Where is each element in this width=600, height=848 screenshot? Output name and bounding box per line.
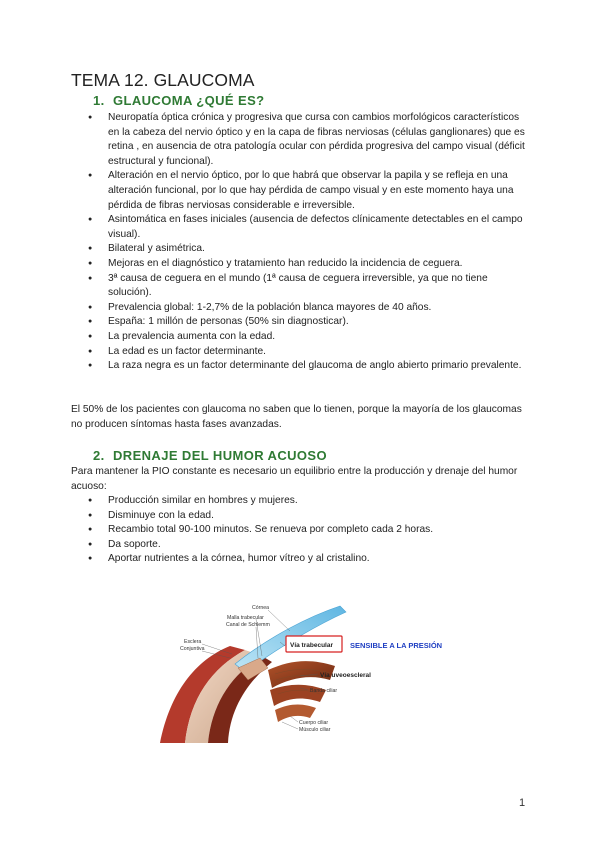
list-item: ● Recambio total 90-100 minutos. Se renueva por completo cada 2 horas. [88, 523, 528, 538]
label-musculo-ciliar: Músculo ciliar [299, 727, 331, 733]
label-esclera: Esclera [184, 639, 202, 645]
page-number: 1 [519, 797, 526, 809]
label-cuerpo-ciliar: Cuerpo ciliar [299, 720, 329, 726]
section-title-2: DRENAJE DEL HUMOR ACUOSO [113, 448, 328, 463]
section-number-1: 1. [93, 93, 105, 108]
label-malla-trabecular: Malla trabecular [227, 615, 264, 621]
list-item: ● Producción similar en hombres y mujeres. [88, 494, 528, 509]
aqueous-drainage-figure [150, 598, 460, 743]
list-item: ● Da soporte. [88, 538, 528, 553]
section-2-bullet-list [88, 494, 528, 567]
label-via-trabecular: Vía trabecular [290, 642, 333, 649]
list-item: ● La raza negra es un factor determinante del glaucoma de anglo abierto primario prevalente. [88, 359, 528, 374]
page-title: TEMA 12. GLAUCOMA [71, 70, 255, 90]
list-item: ● Asintomática en fases iniciales (ausencia de defectos clínicamente detectables en el campo visual). [88, 213, 528, 242]
list-item: ● La prevalencia aumenta con la edad. [88, 330, 528, 345]
list-item: ● Bilateral y asimétrica. [88, 242, 528, 257]
section-title-1: GLAUCOMA ¿QUÉ ES? [113, 93, 265, 108]
list-item: ● Mejoras en el diagnóstico y tratamiento han reducido la incidencia de ceguera. [88, 257, 528, 272]
section-heading-1 [93, 93, 264, 108]
list-item: ● España: 1 millón de personas (50% sin diagnosticar). [88, 315, 528, 330]
list-item: ● Disminuye con la edad. [88, 509, 528, 524]
section-number-2: 2. [93, 448, 105, 463]
label-canal-schlemm: Canal de Schlemm [226, 622, 270, 628]
section-heading-2 [93, 448, 327, 463]
label-cornea: Córnea [252, 605, 270, 611]
section-1-bullet-list [88, 111, 528, 374]
label-banda-ciliar: Banda ciliar [310, 688, 338, 694]
list-item: ● Aportar nutrientes a la córnea, humor vítreo y al cristalino. [88, 552, 528, 567]
glaucoma-note-paragraph: El 50% de los pacientes con glaucoma no saben que lo tienen, porque la mayoría de los glaucomas no producen síntomas hasta fases avanzadas. [71, 404, 522, 430]
list-item: ● Neuropatía óptica crónica y progresiva que cursa con cambios morfológicos característicos en la cabeza del nervio óptico y en la capa de fibras nerviosas (células ganglionares) que es retina , en ausencia de otra patología ocular con pérdida progresiva del campo visual (déficit estructural y funcional). [88, 111, 528, 169]
label-sensible-presion: SENSIBLE A LA PRESIÓN [350, 641, 443, 650]
drainage-intro-paragraph: Para mantener la PIO constante es necesario un equilibrio entre la producción y drenaje del humor acuoso: [71, 466, 518, 492]
list-item: ● La edad es un factor determinante. [88, 345, 528, 360]
label-conjuntiva: Conjuntiva [180, 646, 205, 652]
label-via-uveoescleral: Vía uveoescleral [320, 672, 371, 679]
list-item: ● 3ª causa de ceguera en el mundo (1ª causa de ceguera irreversible, ya que no tiene solución). [88, 272, 528, 301]
list-item: ● Alteración en el nervio óptico, por lo que habrá que observar la papila y se refleja en una alteración funcional, por lo que hay pérdida de campo visual y en este momento haya una pérdida de fibras nerviosas considerable e irreversible. [88, 169, 528, 213]
list-item: ● Prevalencia global: 1-2,7% de la población blanca mayores de 40 años. [88, 301, 528, 316]
